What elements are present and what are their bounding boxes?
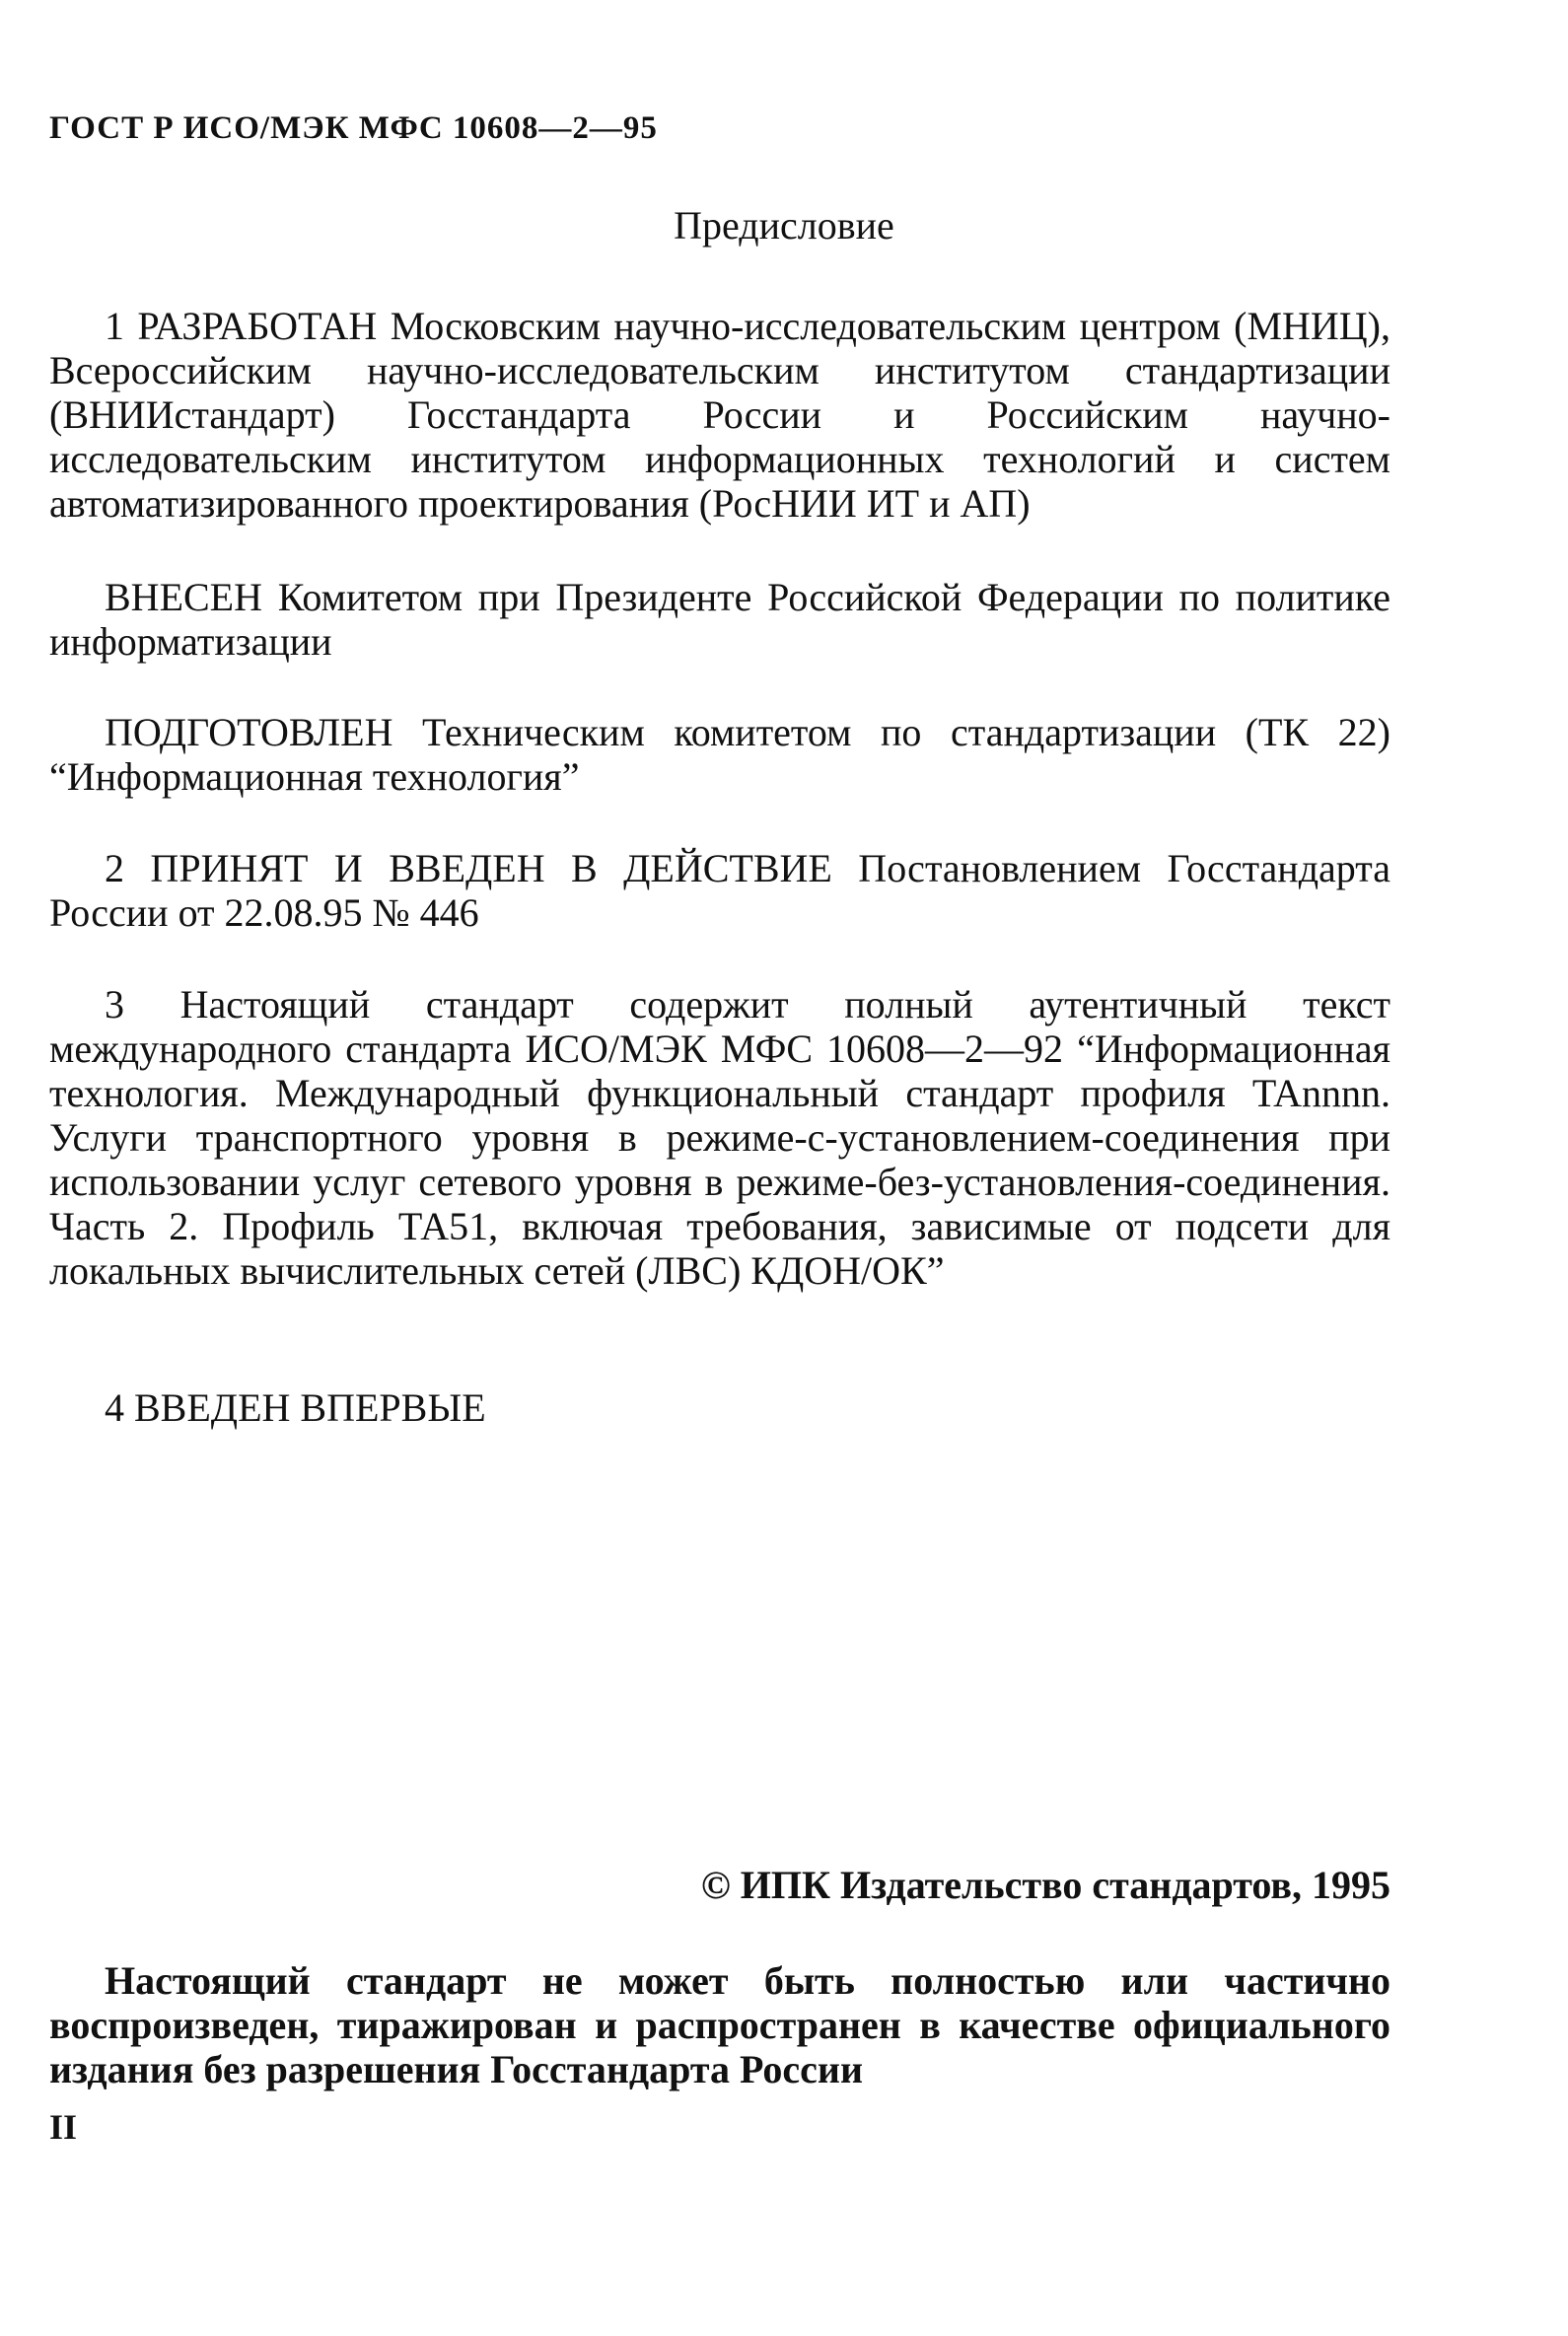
document-header: ГОСТ Р ИСО/МЭК МФС 10608—2—95: [49, 110, 658, 146]
reproduction-notice: Настоящий стандарт не может быть полностью или частично воспроизведен, тиражирован и распространен в качестве официального издания без разрешения Госстандарта России: [49, 1958, 1390, 2091]
paragraph-adopted: 2 ПРИНЯТ И ВВЕДЕН В ДЕЙСТВИЕ Постановлением Госстандарта России от 22.08.95 № 446: [49, 846, 1390, 935]
paragraph-authentic-text: 3 Настоящий стандарт содержит полный аутентичный текст международного стандарта ИСО/МЭК МФС 10608—2—92 “Информационная технология. Международный функциональный стандарт профиля TAnnnn. Услуги транспортного уровня в режиме-с-установлением-соединения при использовании услуг сетевого уровня в режиме-без-установления-соединения. Часть 2. Профиль ТА51, включая требования, зависимые от подсети для локальных вычислительных сетей (ЛВС) КДОН/ОК”: [49, 982, 1390, 1293]
paragraph-first-introduced: 4 ВВЕДЕН ВПЕРВЫЕ: [105, 1385, 486, 1430]
page-number: II: [49, 2107, 78, 2147]
paragraph-introduced-by: ВНЕСЕН Комитетом при Президенте Российской Федерации по политике информатизации: [49, 575, 1390, 664]
paragraph-prepared-by: ПОДГОТОВЛЕН Техническим комитетом по стандартизации (ТК 22) “Информационная технология”: [49, 710, 1390, 799]
paragraph-developed-by: 1 РАЗРАБОТАН Московским научно-исследовательским центром (МНИЦ), Всероссийским научно-исследовательским институтом стандартизации (ВНИИстандарт) Госстандарта России и Российским научно-исследовательским институтом информационных технологий и систем автоматизированного проектирования (РосНИИ ИТ и АП): [49, 304, 1390, 526]
page-title: Предисловие: [674, 203, 894, 248]
copyright-line: © ИПК Издательство стандартов, 1995: [700, 1863, 1390, 1907]
